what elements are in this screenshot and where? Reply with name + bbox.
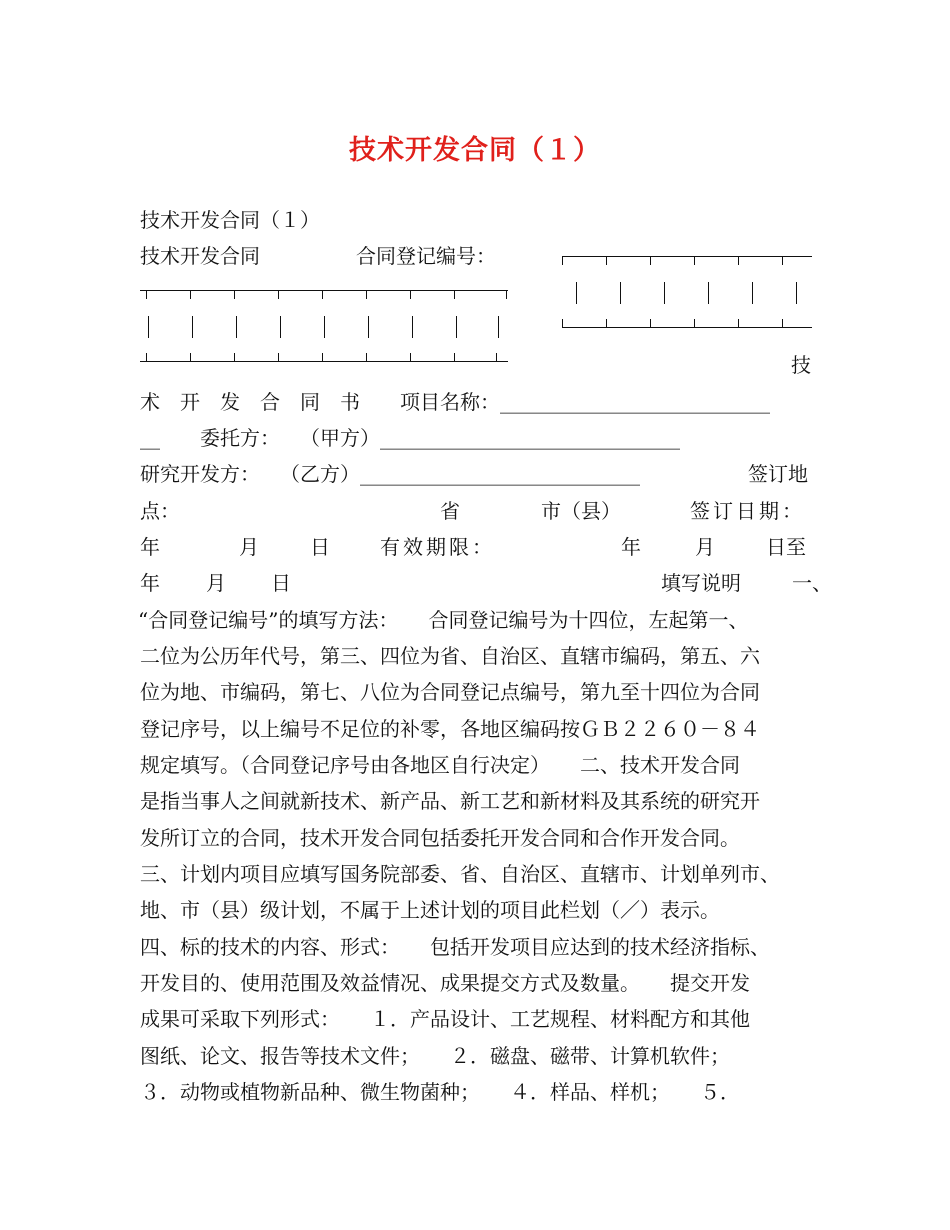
doc-line: 签订地 <box>748 462 808 486</box>
doc-line: 一、 <box>792 571 832 595</box>
doc-line: 填写说明 <box>661 571 741 595</box>
doc-line: 日 <box>271 571 291 595</box>
doc-line: 二位为公历年代号，第三、四位为省、自治区、直辖市编码，第五、六 <box>140 644 760 668</box>
doc-line: 规定填写。（合同登记序号由各地区自行决定） 二、技术开发合同 <box>140 753 740 777</box>
doc-line: 地、市（县）级计划，不属于上述计划的项目此栏划（／）表示。 <box>140 898 720 922</box>
doc-line: __ 委托方： （甲方）______________________________ <box>140 426 680 450</box>
doc-line: 合同登记编号： <box>356 244 496 268</box>
doc-line: 是指当事人之间就新技术、新产品、新工艺和新材料及其系统的研究开 <box>140 789 760 813</box>
doc-line: ３．动物或植物新品种、微生物菌种； ４．样品、样机； ５． <box>140 1080 740 1104</box>
doc-line: 月 <box>206 571 226 595</box>
doc-line: 月 <box>695 535 715 559</box>
registration-number-grid-left <box>140 290 508 362</box>
doc-line: 技术开发合同 <box>140 244 260 268</box>
doc-line: “合同登记编号”的填写方法： 合同登记编号为十四位，左起第一、 <box>138 608 749 632</box>
doc-line: 有效期限： <box>380 535 495 559</box>
doc-line: 日至 <box>766 535 806 559</box>
doc-line: 图纸、论文、报告等技术文件； ２．磁盘、磁带、计算机软件； <box>140 1044 730 1068</box>
doc-line: 技术开发合同（１） <box>140 208 320 232</box>
registration-number-grid-right <box>562 256 812 328</box>
doc-line: 位为地、市编码，第七、八位为合同登记点编号，第九至十四位为合同 <box>140 680 760 704</box>
doc-line: 年 <box>621 535 641 559</box>
doc-line: 点： <box>140 499 180 523</box>
document-title: 技术开发合同（１） <box>349 135 601 166</box>
doc-line: 月 <box>239 535 259 559</box>
doc-line: 技 <box>791 353 811 377</box>
doc-line: 发所订立的合同，技术开发合同包括委托开发合同和合作开发合同。 <box>140 826 740 850</box>
doc-line: 成果可采取下列形式： １．产品设计、工艺规程、材料配方和其他 <box>140 1007 750 1031</box>
doc-line: 省 <box>440 499 460 523</box>
doc-line: 四、标的技术的内容、形式： 包括开发项目应达到的技术经济指标、 <box>140 935 770 959</box>
doc-line: 年 <box>140 571 160 595</box>
doc-line: 术 开 发 合 同 书 项目名称：___________________________ <box>140 390 770 414</box>
doc-line: 年 <box>140 535 160 559</box>
doc-line: 签订日期： <box>690 499 805 523</box>
doc-line: 登记序号，以上编号不足位的补零，各地区编码按ＧＢ２２６０－８４ <box>140 717 760 741</box>
doc-line: 日 <box>310 535 330 559</box>
doc-line: 三、计划内项目应填写国务院部委、省、自治区、直辖市、计划单列市、 <box>140 862 780 886</box>
doc-line: 研究开发方： （乙方）____________________________ <box>140 462 640 486</box>
doc-line: 市（县） <box>541 499 621 523</box>
doc-line: 开发目的、使用范围及效益情况、成果提交方式及数量。 提交开发 <box>140 971 750 995</box>
